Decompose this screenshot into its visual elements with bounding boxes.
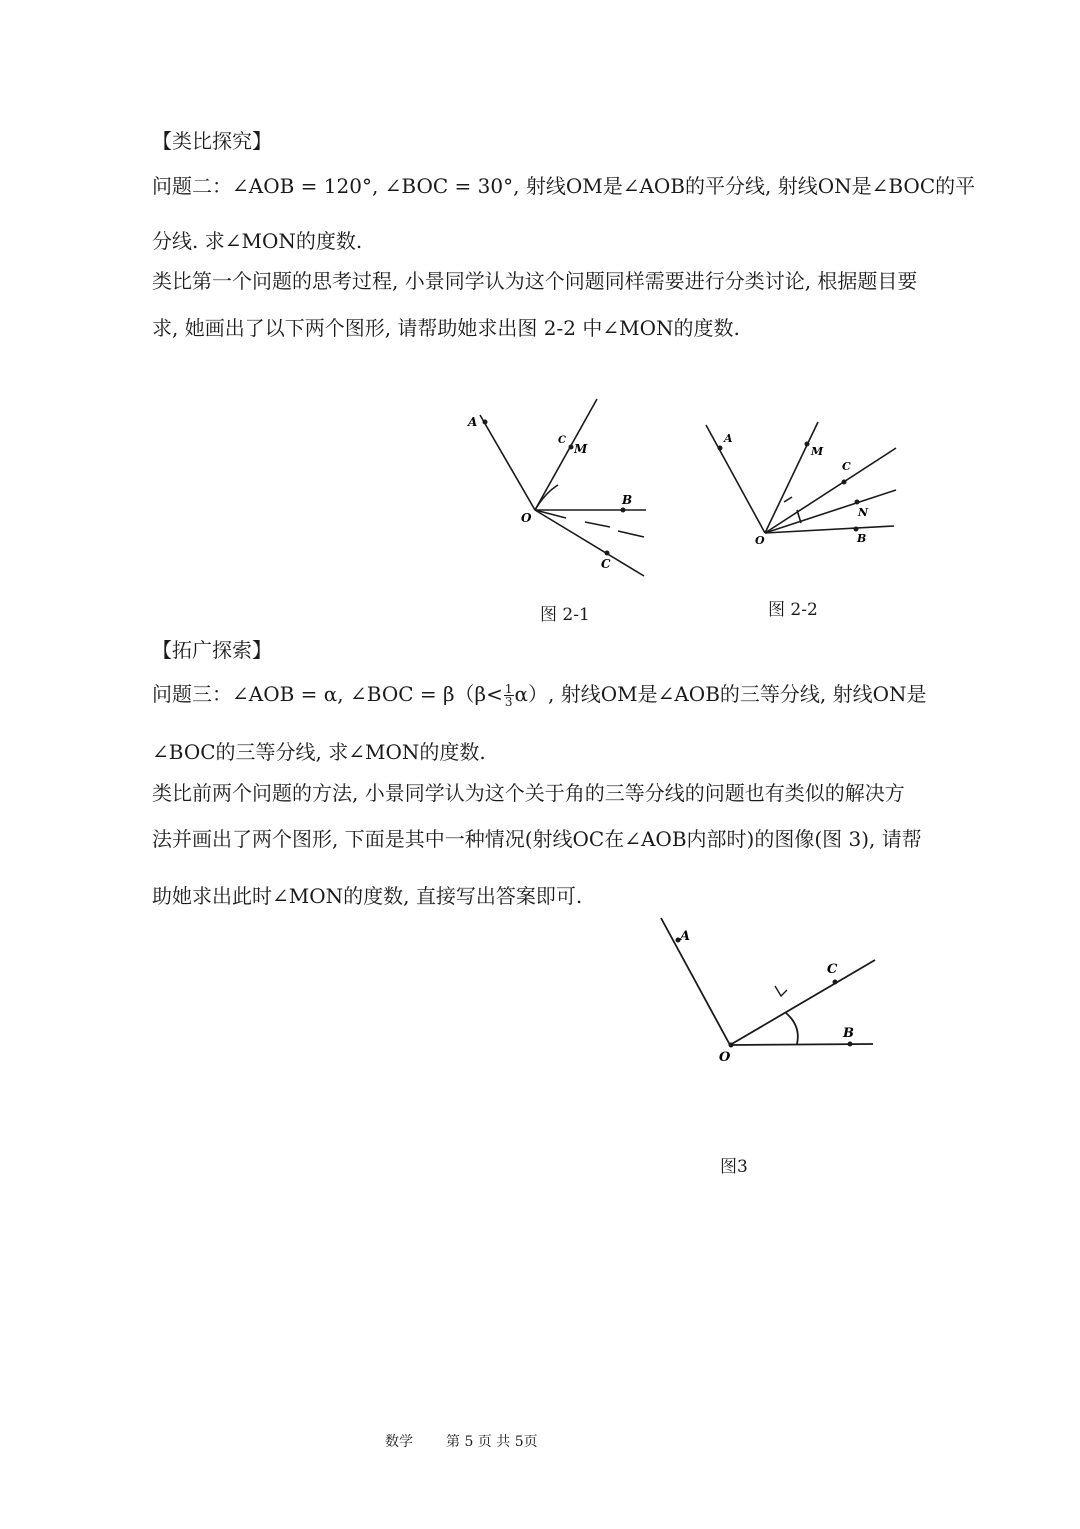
- fraction-numerator: 1: [504, 682, 513, 696]
- label-C: C: [827, 962, 838, 977]
- label-O: O: [521, 511, 532, 525]
- label-B: B: [857, 532, 867, 545]
- figure-2-1: [440, 385, 670, 595]
- label-B: B: [843, 1026, 854, 1041]
- label-M: M: [811, 445, 824, 458]
- label-A: A: [680, 929, 691, 944]
- problem-three-post: α）, 射线OM是∠AOB的三等分线, 射线ON是: [514, 682, 927, 706]
- label-B: B: [622, 493, 633, 507]
- problem-two-line-2: 分线. 求∠MON的度数.: [152, 229, 363, 253]
- label-C: C: [842, 460, 851, 473]
- problem-three-line-1: [152, 680, 927, 708]
- section-heading-analogy: 【类比探究】: [152, 129, 272, 153]
- fraction-one-third: [504, 683, 514, 708]
- footer-page-number: 第 5 页 共 5页: [446, 1434, 538, 1450]
- extension-paragraph-line-2: 法并画出了两个图形, 下面是其中一种情况(射线OC在∠AOB内部时)的图像(图 3), 请帮: [152, 827, 922, 851]
- footer-subject: 数学: [385, 1434, 413, 1450]
- label-A: A: [468, 415, 478, 429]
- analogy-paragraph-line-1: 类比第一个问题的思考过程, 小景同学认为这个问题同样需要进行分类讨论, 根据题目要: [152, 269, 918, 293]
- problem-three-line-2: ∠BOC的三等分线, 求∠MON的度数.: [152, 740, 486, 764]
- figure-3: [655, 910, 885, 1070]
- figure-2-2: [700, 420, 910, 555]
- caption-2-2: 图 2-2: [768, 600, 818, 620]
- extension-paragraph-line-3: 助她求出此时∠MON的度数, 直接写出答案即可.: [152, 884, 583, 908]
- label-C-top: C: [558, 435, 566, 446]
- extension-paragraph-line-1: 类比前两个问题的方法, 小景同学认为这个关于角的三等分线的问题也有类似的解决方: [152, 781, 905, 805]
- section-heading-extension: 【拓广探索】: [152, 638, 272, 662]
- caption-3: 图3: [720, 1157, 748, 1177]
- caption-2-1: 图 2-1: [540, 605, 590, 625]
- analogy-paragraph-line-2: 求, 她画出了以下两个图形, 请帮助她求出图 2-2 中∠MON的度数.: [152, 316, 740, 340]
- label-M: M: [574, 442, 588, 456]
- label-O: O: [755, 534, 765, 547]
- label-C: C: [601, 557, 611, 571]
- fraction-denominator: 3: [504, 695, 513, 709]
- problem-three-pre: 问题三：∠AOB = α, ∠BOC = β（β<: [152, 682, 503, 706]
- label-A: A: [724, 432, 733, 445]
- label-O: O: [719, 1050, 731, 1065]
- label-N: N: [858, 506, 869, 519]
- problem-two-line-1: 问题二：∠AOB = 120°, ∠BOC = 30°, 射线OM是∠AOB的平分线, 射线ON是∠BOC的平: [152, 174, 976, 198]
